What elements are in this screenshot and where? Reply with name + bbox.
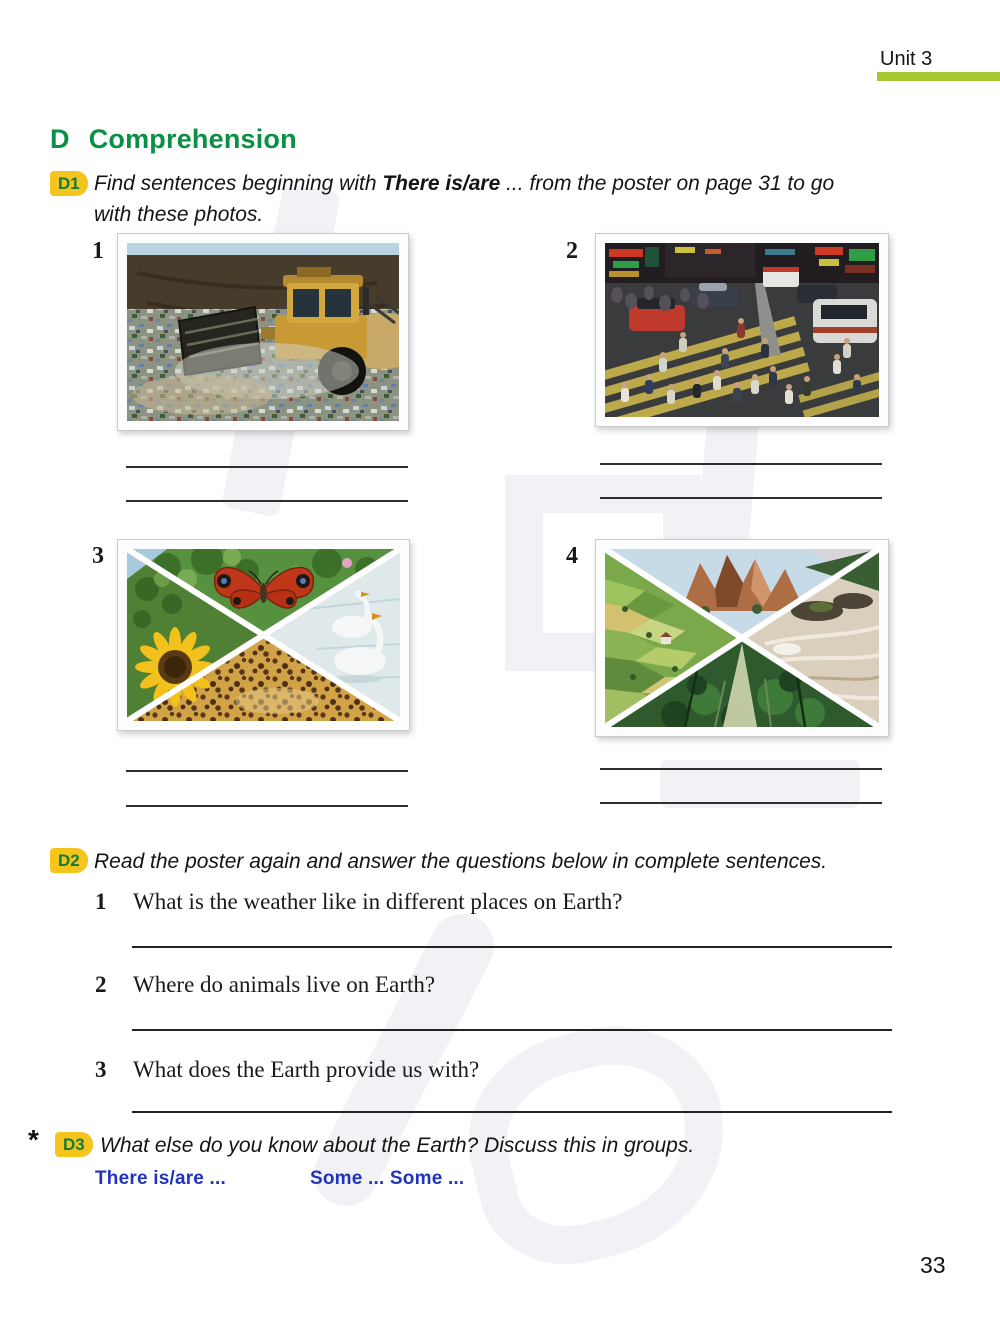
- photo-3-number: 3: [92, 543, 104, 569]
- section-heading: [50, 124, 297, 155]
- d2-instruction: Read the poster again and answer the questions below in complete sentences.: [94, 850, 828, 873]
- answer-line: [126, 466, 408, 468]
- photo-4-number: 4: [566, 543, 578, 569]
- question-1-text: What is the weather like in different places on Earth?: [133, 889, 623, 914]
- photo-4-frame: [595, 539, 889, 737]
- photo-2-frame: [595, 233, 889, 427]
- question-3-text: What does the Earth provide us with?: [133, 1057, 480, 1082]
- section-letter: D: [50, 124, 70, 154]
- answer-line: [600, 802, 882, 804]
- photo-1-frame: [117, 233, 409, 431]
- unit-underline-bar: [877, 72, 1000, 81]
- photo-2-image: [605, 243, 879, 417]
- answer-line-q3: [132, 1111, 892, 1113]
- answer-line-q1: [132, 946, 892, 948]
- page-number: 33: [920, 1252, 946, 1278]
- answer-line: [126, 770, 408, 772]
- answer-line-q2: [132, 1029, 892, 1031]
- d1-instruction-text: Find sentences beginning with: [94, 172, 383, 195]
- hint-some-some: Some ... Some ...: [310, 1168, 465, 1189]
- answer-line: [600, 497, 882, 499]
- unit-label: Unit 3: [880, 48, 933, 70]
- answer-line: [126, 500, 408, 502]
- photo-2-number: 2: [566, 238, 578, 264]
- d1-instruction-text: ... from the poster on page 31 to go: [500, 172, 835, 195]
- answer-line: [126, 805, 408, 807]
- question-3-number: 3: [95, 1057, 107, 1082]
- answer-line: [600, 463, 882, 465]
- photo-1-image: [127, 243, 399, 421]
- photo-4-image: [605, 549, 879, 727]
- photo-3-frame: [117, 539, 410, 731]
- question-2-text: Where do animals live on Earth?: [133, 972, 436, 997]
- d1-instruction-line2: with these photos.: [94, 203, 264, 226]
- d1-badge: D1: [50, 171, 88, 196]
- hint-there-is-are: There is/are ...: [95, 1168, 226, 1189]
- d1-instruction: [94, 168, 906, 230]
- d2-badge: D2: [50, 848, 88, 873]
- d3-instruction: What else do you know about the Earth? Discuss this in groups.: [100, 1134, 695, 1157]
- answer-line: [600, 768, 882, 770]
- question-1-number: 1: [95, 889, 107, 914]
- question-2-number: 2: [95, 972, 107, 997]
- photo-1-number: 1: [92, 238, 104, 264]
- asterisk-marker: *: [28, 1124, 39, 1155]
- photo-3-image: [127, 549, 400, 721]
- d1-instruction-bold: There is/are: [382, 172, 501, 195]
- d3-badge: D3: [55, 1132, 93, 1157]
- section-title: Comprehension: [88, 124, 297, 154]
